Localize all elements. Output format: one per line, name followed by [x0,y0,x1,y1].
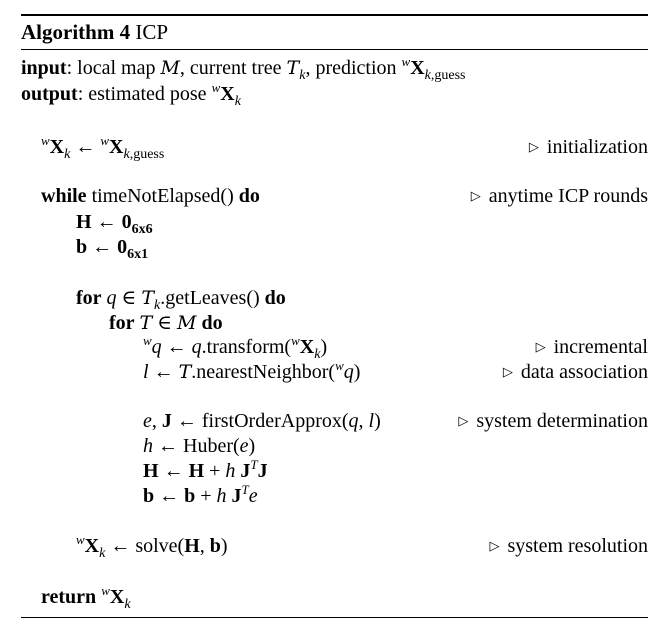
comment-determination: ▷ system determination [458,410,648,432]
input-keyword: input [21,57,67,79]
b-update-line: b ← b + h $J^Te$ [143,482,258,507]
transform-line: $^w$q ← $q.transform(^wX_k)$ [143,333,328,362]
huber-line: h ← Huber(e) [143,435,256,457]
solve-line: $^wX_k$ ← solve(H, b) [76,532,228,561]
approx-line: e, J ← firstOrderApprox(q, l) [143,410,381,432]
caption-label: Algorithm 4 [21,20,131,44]
input-text-3: , prediction [305,57,402,79]
comment-resolution: ▷ system resolution [489,535,648,557]
comment-anytime: ▷ anytime ICP rounds [470,185,648,207]
comment-initialization: ▷ initialization [528,136,648,158]
comment-incremental: ▷ incremental [535,336,648,358]
init-line: $^wX_k$ ← $^wX_{k,guess}$ [41,133,165,162]
for-leaves-line: for q ∈ $T_k.getLeaves()$ do [76,287,286,313]
caption-name: ICP [135,20,169,44]
return-line: return $^wX_k$ [41,583,131,612]
output-keyword: output [21,83,78,105]
input-line: input: local map M, current tree $T_k$, prediction $^wX_{k,guess}$ [21,54,466,83]
nearest-neighbor-line: l ← T.nearestNeighbor($^w$q) [143,358,361,383]
b-init-line: b ← $0_{6x1}$ [76,236,149,262]
caption-rule [21,49,648,50]
output-text: : estimated pose [77,83,212,105]
input-text-2: , current tree [179,57,287,79]
bottom-rule [21,617,648,618]
h-update-line: H ← H + h $J^TJ$ [143,457,268,482]
h-init-line: H ← $0_{6x6}$ [76,211,153,237]
input-text-1: : local map [66,57,161,79]
algorithm-caption [21,20,168,45]
while-line: while timeNotElapsed() do [41,185,260,207]
top-rule [21,14,648,16]
for-map-line: for T ∈ M do [109,312,223,334]
comment-association: ▷ data association [502,361,648,383]
output-line: output: estimated pose $^wX_k$ [21,80,241,109]
